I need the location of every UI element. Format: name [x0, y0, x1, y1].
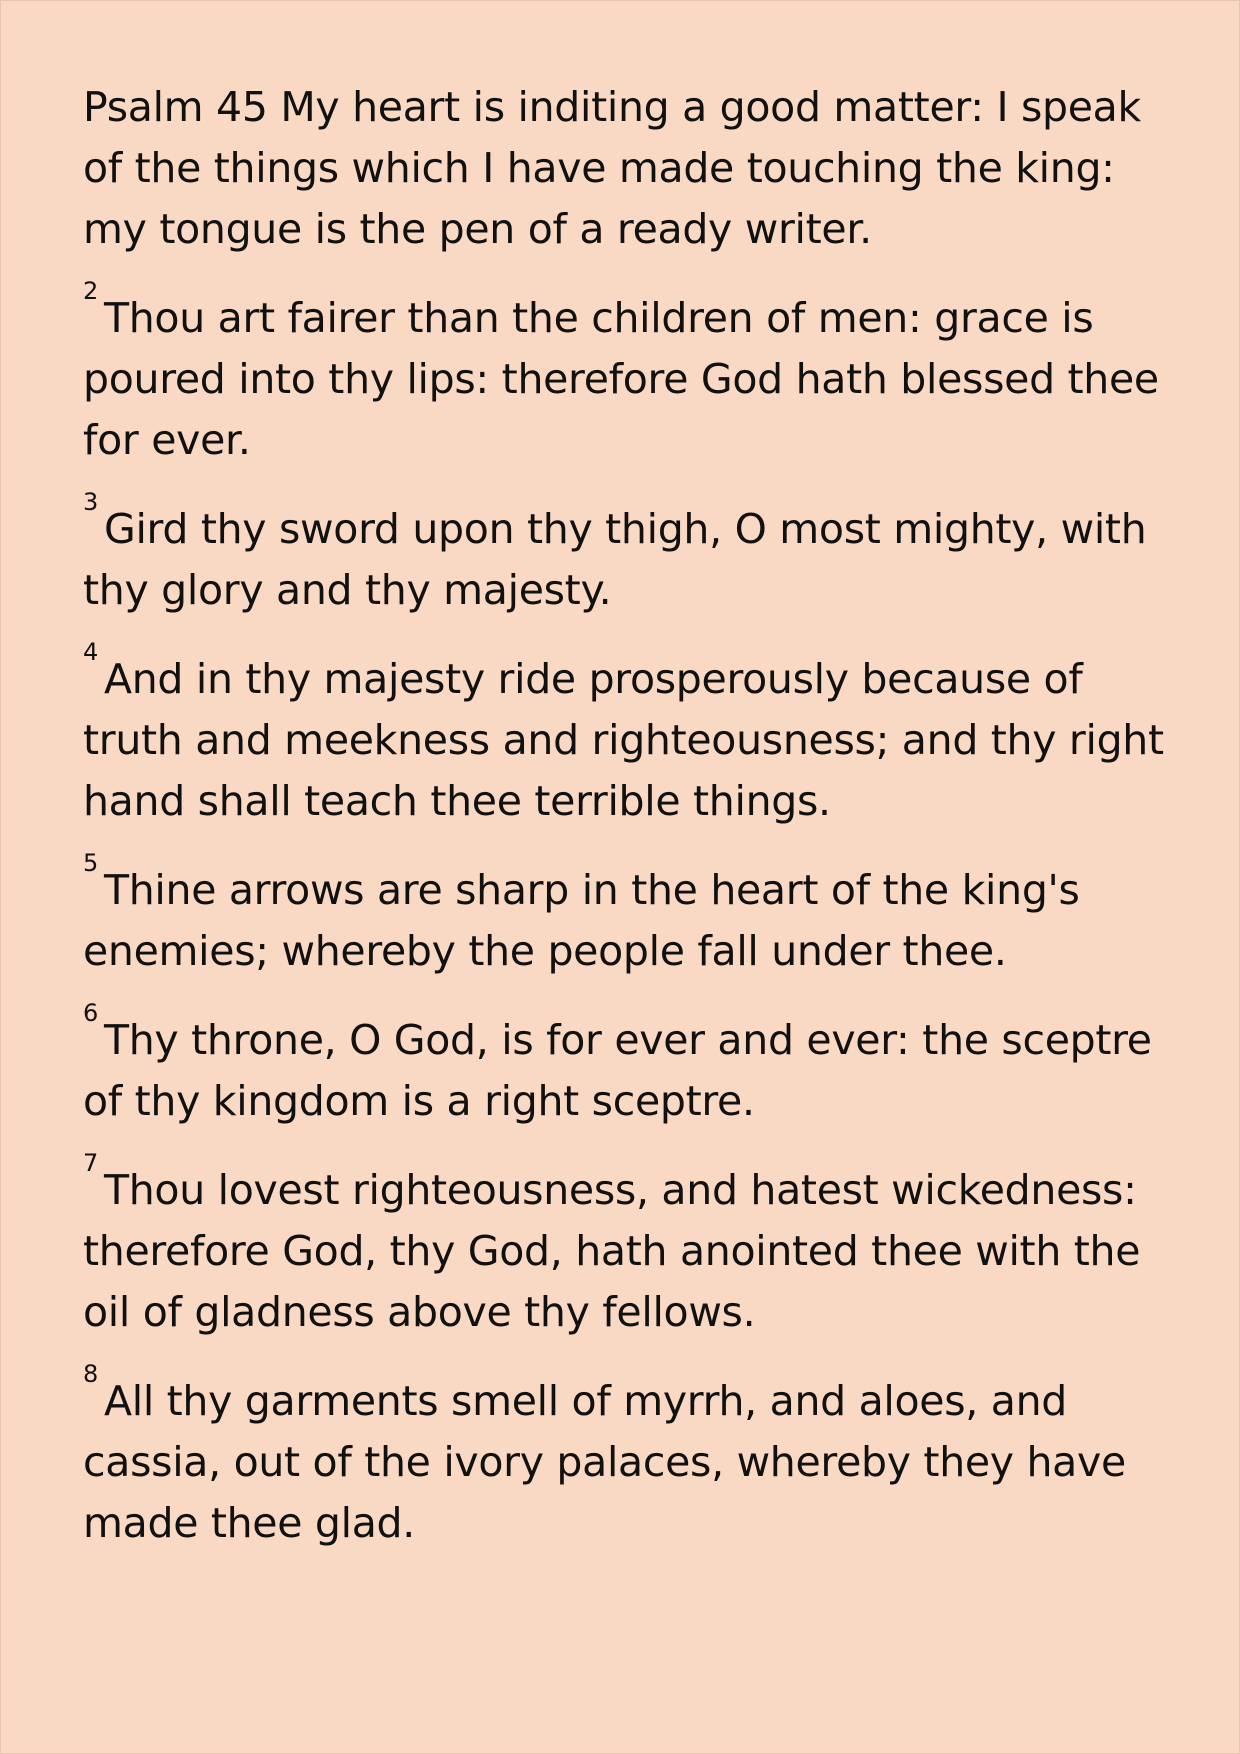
- verse-text: Gird thy sword upon thy thigh, O most mighty, with thy glory and thy majesty.: [83, 505, 1147, 614]
- verse-text: Thou lovest righteousness, and hatest wickedness: therefore God, thy God, hath anointed thee with the oil of gladness above thy fellows.: [83, 1166, 1141, 1336]
- verse-6: [83, 999, 1173, 1132]
- verse-number: 6: [83, 999, 98, 1028]
- verse-number: 4: [83, 638, 98, 667]
- verse-7: [83, 1149, 1173, 1343]
- verse-text: Thy throne, O God, is for ever and ever: the sceptre of thy kingdom is a right sceptre.: [83, 1016, 1152, 1125]
- verse-number: 7: [83, 1149, 98, 1178]
- verse-number: 2: [83, 277, 98, 306]
- verse-number: 5: [83, 849, 98, 878]
- verse-5: [83, 849, 1173, 982]
- verse-list: [83, 77, 1173, 1582]
- verse-text: All thy garments smell of myrrh, and aloes, and cassia, out of the ivory palaces, whereby they have made thee glad.: [83, 1377, 1126, 1547]
- verse-3: [83, 488, 1173, 621]
- verse-text: Thou art fairer than the children of men: grace is poured into thy lips: therefore God hath blessed thee for ever.: [83, 294, 1159, 464]
- verse-text: And in thy majesty ride prosperously because of truth and meekness and righteousness; and thy right hand shall teach thee terrible things.: [83, 655, 1164, 825]
- verse-number: 3: [83, 488, 98, 517]
- verse-text: Thine arrows are sharp in the heart of the king's enemies; whereby the people fall under thee.: [83, 866, 1080, 975]
- verse-text: Psalm 45 My heart is inditing a good matter: I speak of the things which I have made touching the king: my tongue is the pen of a ready writer.: [83, 83, 1141, 253]
- verse-8: [83, 1360, 1173, 1554]
- verse-number: 8: [83, 1360, 98, 1389]
- verse-2: [83, 277, 1173, 471]
- verse-4: [83, 638, 1173, 832]
- verse-1: [83, 77, 1173, 260]
